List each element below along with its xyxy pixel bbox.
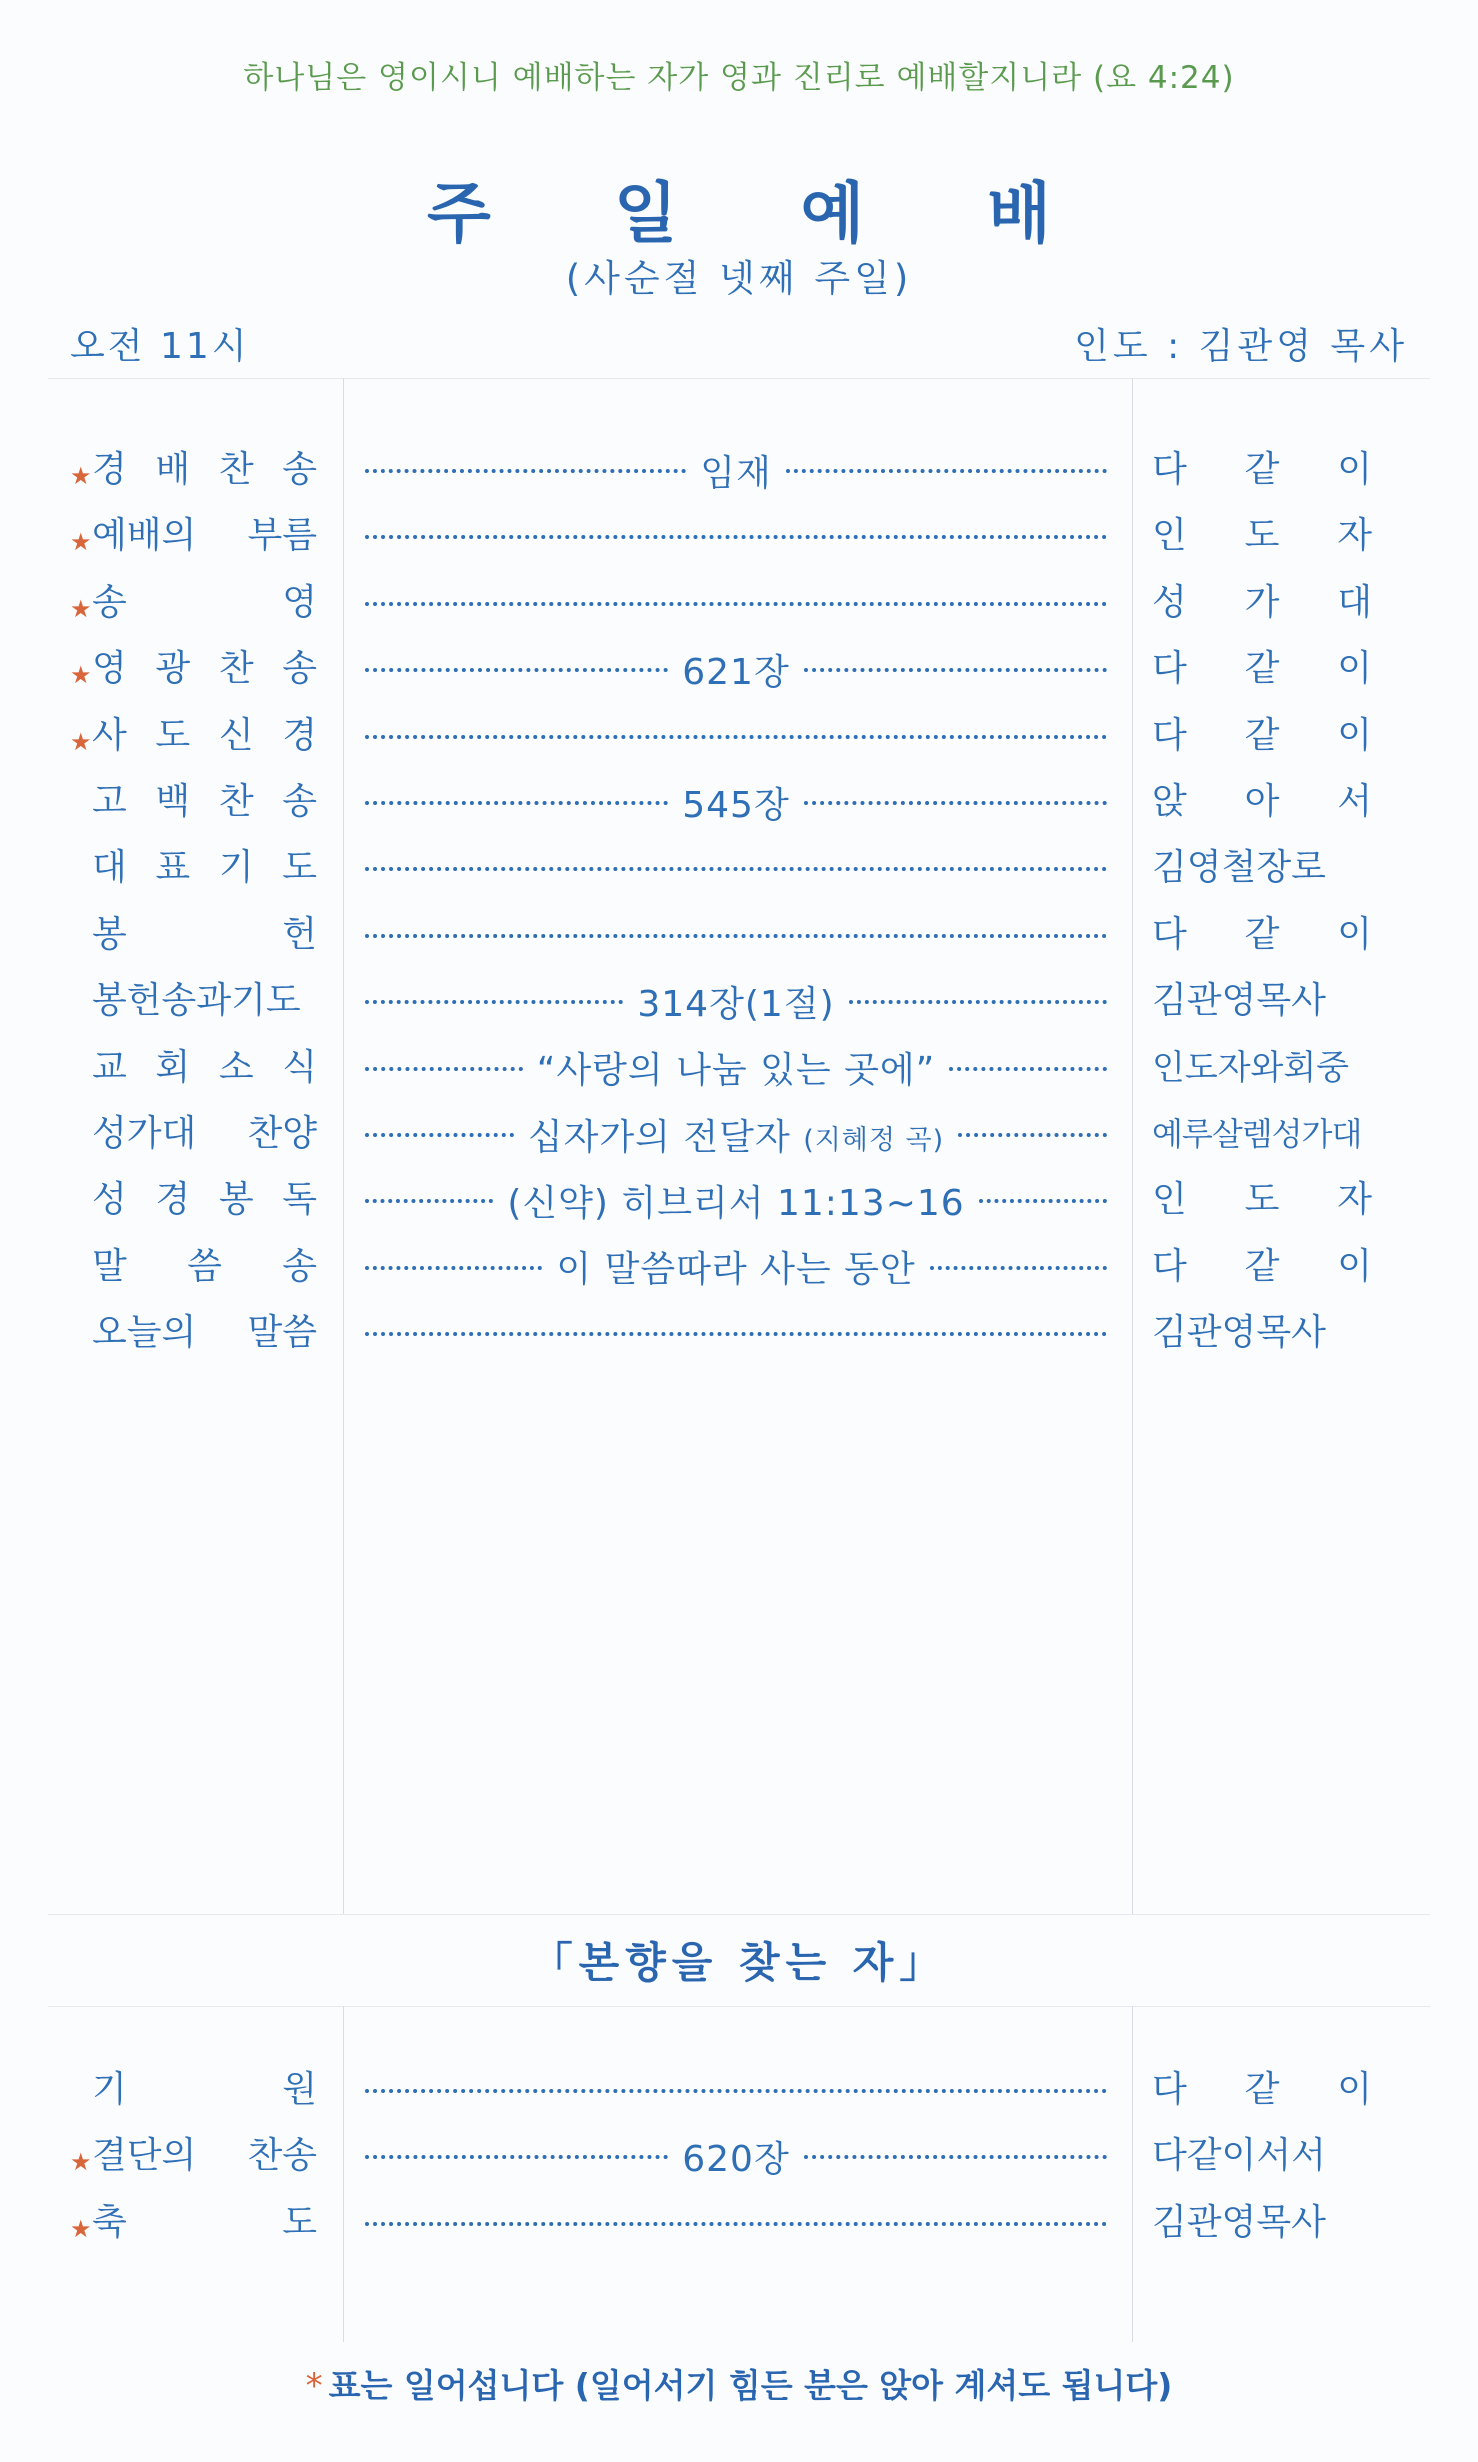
- page-title: 주 일 예 배: [427, 175, 1101, 252]
- order-responsible: 김영철장로: [1152, 847, 1326, 889]
- order-responsible: 인 도 자: [1152, 515, 1372, 557]
- order-responsible: 인도자와회중: [1152, 1047, 1350, 1088]
- order-detail-text: [668, 644, 804, 695]
- order-item-label: 영 광 찬 송: [92, 648, 317, 690]
- order-row: [0, 1170, 1478, 1230]
- dotted-leader: [365, 801, 668, 805]
- dotted-leader: [804, 801, 1107, 805]
- order-row: [0, 1303, 1478, 1363]
- order-item-label: 결단의 찬송: [92, 2135, 317, 2177]
- sermon-title: 「본향을 찾는 자」: [530, 1938, 948, 1987]
- order-detail-text: [668, 777, 804, 828]
- order-item-label: 사 도 신 경: [92, 714, 317, 756]
- order-responsible: 다같이서서: [1152, 2135, 1326, 2177]
- order-detail-text: [514, 1109, 958, 1160]
- order-detail: [365, 506, 1107, 566]
- dotted-leader: [365, 469, 686, 473]
- dotted-leader: [365, 2155, 668, 2159]
- order-item-label: 성 경 봉 독: [92, 1179, 317, 1221]
- order-detail: [365, 706, 1107, 766]
- dotted-leader: [365, 2222, 1107, 2226]
- order-detail: [365, 1303, 1107, 1363]
- dotted-leader: [365, 735, 1107, 739]
- service-time: 오전 11시: [70, 326, 250, 367]
- order-detail-main: “사랑의 나눔 있는 곳에”: [536, 1050, 936, 1092]
- order-detail: [365, 2060, 1107, 2120]
- order-row: [0, 1038, 1478, 1098]
- dotted-leader: [365, 2089, 1107, 2093]
- dotted-leader: [365, 1199, 493, 1203]
- dotted-leader: [804, 668, 1107, 672]
- order-row: [0, 772, 1478, 832]
- order-row: [0, 2126, 1478, 2186]
- standing-star-icon: ★: [70, 2148, 92, 2177]
- order-responsible: 앉 아 서: [1152, 781, 1372, 822]
- order-detail-note: (지혜정 곡): [803, 1124, 945, 1156]
- order-row: [0, 2060, 1478, 2120]
- order-responsible: 다 같 이: [1152, 1245, 1372, 1287]
- order-responsible: 인 도 자: [1152, 1179, 1372, 1221]
- dotted-leader: [930, 1266, 1107, 1270]
- order-detail: [365, 440, 1107, 500]
- order-item-label: 예배의 부름: [92, 515, 317, 557]
- dotted-leader: [365, 1133, 514, 1137]
- order-item-label: 고 백 찬 송: [92, 781, 317, 822]
- page-subtitle: (사순절 넷째 주일): [565, 257, 913, 300]
- order-responsible: 예루살렘성가대: [1152, 1115, 1362, 1153]
- order-item-label: 송 영: [92, 581, 317, 623]
- order-detail-text: [493, 1175, 978, 1226]
- order-row: [0, 905, 1478, 965]
- standing-star-icon: ★: [70, 462, 92, 490]
- order-responsible: 다 같 이: [1152, 648, 1372, 690]
- order-item-label: 축 도: [92, 2201, 317, 2243]
- section-divider-bottom: [48, 2006, 1430, 2007]
- order-detail-text: [523, 1042, 950, 1093]
- order-detail-main: 545장: [682, 784, 790, 826]
- order-detail: [365, 971, 1107, 1031]
- header-divider: [48, 378, 1430, 379]
- standing-star-icon: ★: [70, 727, 92, 756]
- order-item-label: 기 원: [92, 2069, 317, 2110]
- order-item-label: 봉 헌: [92, 913, 317, 955]
- dotted-leader: [365, 602, 1107, 606]
- order-item-label: 경 배 찬 송: [92, 449, 317, 490]
- order-item-label: 오늘의 말씀: [92, 1312, 317, 1354]
- order-detail-main: 621장: [682, 651, 790, 693]
- dotted-leader: [365, 668, 668, 672]
- order-detail: [365, 1237, 1107, 1297]
- order-detail: [365, 2126, 1107, 2186]
- standing-star-icon: ★: [70, 661, 92, 690]
- dotted-leader: [365, 1332, 1107, 1336]
- order-responsible: 다 같 이: [1152, 449, 1372, 490]
- order-item-label: 성가대 찬양: [92, 1113, 317, 1154]
- order-detail: [365, 2193, 1107, 2253]
- dotted-leader: [979, 1199, 1107, 1203]
- order-detail-main: 314장(1절): [637, 983, 835, 1025]
- order-detail: [365, 1038, 1107, 1098]
- order-detail: [365, 905, 1107, 965]
- order-detail-text: [686, 445, 786, 496]
- order-row: [0, 1237, 1478, 1297]
- order-detail-text: [542, 1241, 929, 1292]
- dotted-leader: [949, 1067, 1107, 1071]
- order-row: [0, 440, 1478, 500]
- service-leader: 인도 : 김관영 목사: [1074, 326, 1408, 367]
- dotted-leader: [365, 1067, 523, 1071]
- scripture-verse: 하나님은 영이시니 예배하는 자가 영과 진리로 예배할지니라 (요 4:24): [243, 60, 1235, 96]
- section-divider-top: [48, 1914, 1430, 1915]
- dotted-leader: [365, 934, 1107, 938]
- standing-star-icon: ★: [70, 528, 92, 557]
- dotted-leader: [365, 535, 1107, 539]
- order-detail-text: [623, 976, 848, 1027]
- dotted-leader: [958, 1133, 1107, 1137]
- dotted-leader: [849, 1000, 1107, 1004]
- order-item-label: 봉헌송과기도: [92, 980, 301, 1022]
- order-detail: [365, 639, 1107, 699]
- order-detail-main: 임재: [700, 452, 772, 494]
- order-item-label: 말 씀 송: [92, 1245, 317, 1287]
- footer-text: 표는 일어섭니다 (일어서기 힘든 분은 앉아 계셔도 됩니다): [328, 2366, 1173, 2405]
- dotted-leader: [365, 1266, 542, 1270]
- dotted-leader: [365, 1000, 623, 1004]
- order-item-label: 대 표 기 도: [92, 847, 317, 889]
- order-detail-main: 620장: [682, 2138, 790, 2180]
- dotted-leader: [804, 2155, 1107, 2159]
- standing-mark-icon: *: [305, 2366, 323, 2406]
- order-row: [0, 573, 1478, 633]
- order-detail: [365, 1170, 1107, 1230]
- order-responsible: 다 같 이: [1152, 2069, 1372, 2110]
- order-responsible: 김관영목사: [1152, 1312, 1326, 1354]
- order-detail-main: (신약) 히브리서 11:13~16: [507, 1182, 965, 1224]
- order-detail: [365, 838, 1107, 898]
- order-row: [0, 639, 1478, 699]
- standing-star-icon: ★: [70, 594, 92, 623]
- order-detail: [365, 1104, 1107, 1164]
- order-detail-main: 십자가의 전달자: [527, 1116, 791, 1158]
- order-detail-text: [668, 2131, 804, 2182]
- order-responsible: 김관영목사: [1152, 980, 1326, 1022]
- order-row: [0, 706, 1478, 766]
- standing-star-icon: ★: [70, 2214, 92, 2243]
- order-responsible: 다 같 이: [1152, 913, 1372, 955]
- order-row: [0, 2193, 1478, 2253]
- order-detail: [365, 772, 1107, 832]
- order-responsible: 다 같 이: [1152, 714, 1372, 756]
- footer-note: [0, 2360, 1478, 2407]
- dotted-leader: [365, 867, 1107, 871]
- order-responsible: 김관영목사: [1152, 2201, 1326, 2243]
- order-responsible: 성 가 대: [1152, 581, 1372, 623]
- order-row: [0, 971, 1478, 1031]
- order-row: [0, 838, 1478, 898]
- order-item-label: 교 회 소 식: [92, 1046, 317, 1088]
- order-detail-main: 이 말씀따라 사는 동안: [556, 1249, 916, 1291]
- dotted-leader: [786, 469, 1107, 473]
- order-row: [0, 506, 1478, 566]
- order-row: [0, 1104, 1478, 1164]
- order-detail: [365, 573, 1107, 633]
